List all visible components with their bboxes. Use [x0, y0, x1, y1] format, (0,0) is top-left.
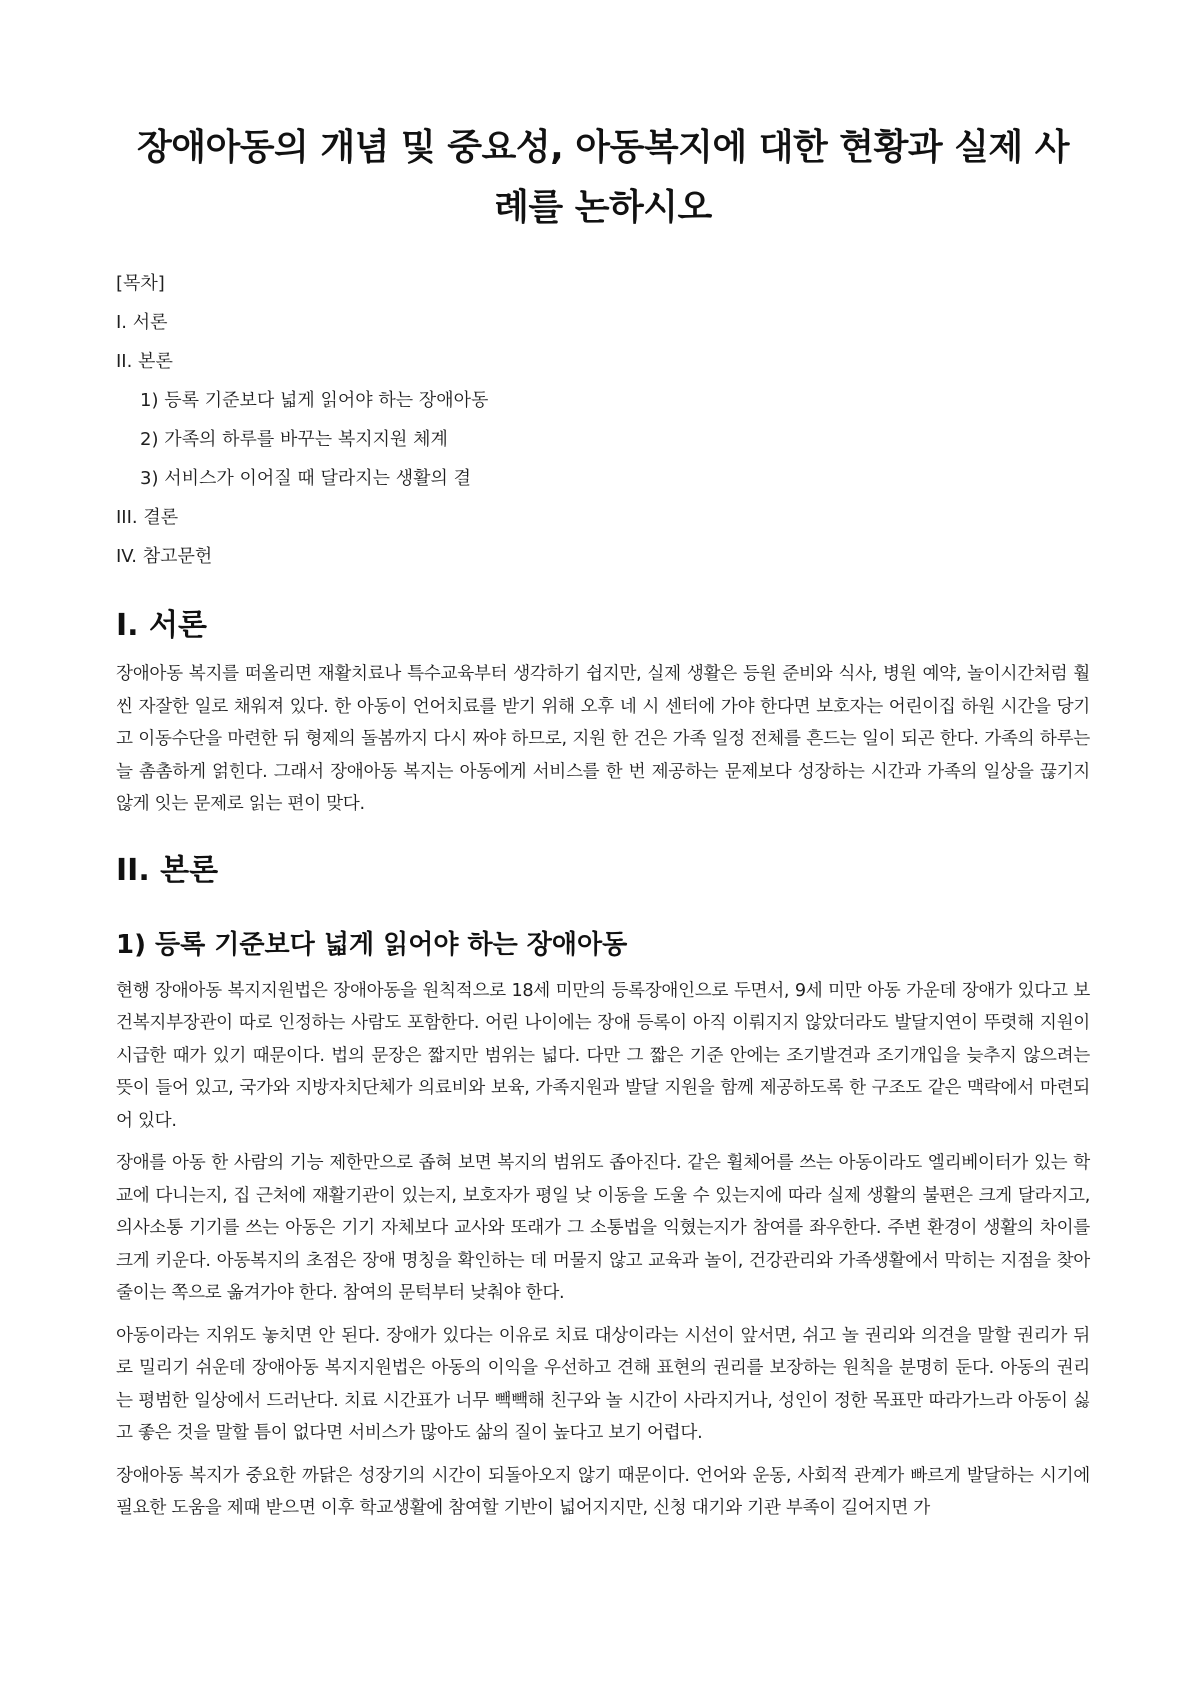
toc-item-body-2: 2) 가족의 하루를 바꾸는 복지지원 체계	[140, 429, 448, 450]
toc-item-body-3: 3) 서비스가 이어질 때 달라지는 생활의 결	[140, 468, 472, 489]
table-of-contents	[116, 264, 1090, 576]
toc-heading: [목차]	[116, 273, 165, 294]
toc-item-body-1: 1) 등록 기준보다 넓게 읽어야 하는 장애아동	[140, 390, 489, 411]
toc-item-body: II. 본론	[116, 351, 173, 372]
intro-paragraph: 장애아동 복지를 떠올리면 재활치료나 특수교육부터 생각하기 쉽지만, 실제 생활은 등원 준비와 식사, 병원 예약, 놀이시간처럼 훨씬 자잘한 일로 채워져 있다. 한 아동이 언어치료를 받기 위해 오후 네 시 센터에 가야 한다면 보호자는 어린이집 하원 시간을 당기고 이동수단을 마련한 뒤 형제의 돌봄까지 다시 짜야 하므로, 지원 한 건은 가족 일정 전체를 흔드는 일이 되곤 한다. 가족의 하루는 늘 촘촘하게 얽힌다. 그래서 장애아동 복지는 아동에게 서비스를 한 번 제공하는 문제보다 성장하는 시간과 가족의 일상을 끊기지 않게 잇는 문제로 읽는 편이 맞다.	[116, 664, 1090, 814]
section-1-paragraph-4: 장애아동 복지가 중요한 까닭은 성장기의 시간이 되돌아오지 않기 때문이다. 언어와 운동, 사회적 관계가 빠르게 발달하는 시기에 필요한 도움을 제때 받으면 이후 학교생활에 참여할 기반이 넓어지지만, 신청 대기와 기관 부족이 길어지면 가	[116, 1465, 1090, 1518]
section-1-heading: 1) 등록 기준보다 넓게 읽어야 하는 장애아동	[116, 929, 628, 960]
body-heading: II. 본론	[116, 852, 219, 888]
intro-heading: I. 서론	[116, 608, 207, 643]
document-title: 장애아동의 개념 및 중요성, 아동복지에 대한 현황과 실제 사례를 논하시오	[136, 127, 1070, 228]
section-1-paragraph-1: 현행 장애아동 복지지원법은 장애아동을 원칙적으로 18세 미만의 등록장애인으로 두면서, 9세 미만 아동 가운데 장애가 있다고 보건복지부장관이 따로 인정하는 사람도 포함한다. 어린 나이에는 장애 등록이 아직 이뤄지지 않았더라도 발달지연이 뚜렷해 지원이 시급한 때가 있기 때문이다. 법의 문장은 짧지만 범위는 넓다. 다만 그 짧은 기준 안에는 조기발견과 조기개입을 늦추지 않으려는 뜻이 들어 있고, 국가와 지방자치단체가 의료비와 보육, 가족지원과 발달 지원을 함께 제공하도록 한 구조도 같은 맥락에서 마련되어 있다.	[116, 980, 1090, 1131]
section-1-paragraph-2: 장애를 아동 한 사람의 기능 제한만으로 좁혀 보면 복지의 범위도 좁아진다. 같은 휠체어를 쓰는 아동이라도 엘리베이터가 있는 학교에 다니는지, 집 근처에 재활기관이 있는지, 보호자가 평일 낮 이동을 도울 수 있는지에 따라 실제 생활의 불편은 크게 달라지고, 의사소통 기기를 쓰는 아동은 기기 자체보다 교사와 또래가 그 소통법을 익혔는지가 참여를 좌우한다. 주변 환경이 생활의 차이를 크게 키운다. 아동복지의 초점은 장애 명칭을 확인하는 데 머물지 않고 교육과 놀이, 건강관리와 가족생활에서 막히는 지점을 찾아 줄이는 쪽으로 옮겨가야 한다. 참여의 문턱부터 낮춰야 한다.	[116, 1153, 1090, 1303]
toc-item-conclusion: III. 결론	[116, 507, 179, 528]
toc-item-references: IV. 참고문헌	[116, 546, 213, 567]
toc-item-intro: I. 서론	[116, 312, 168, 333]
section-1-paragraph-3: 아동이라는 지위도 놓치면 안 된다. 장애가 있다는 이유로 치료 대상이라는 시선이 앞서면, 쉬고 놀 권리와 의견을 말할 권리가 뒤로 밀리기 쉬운데 장애아동 복지지원법은 아동의 이익을 우선하고 견해 표현의 권리를 보장하는 원칙을 분명히 둔다. 아동의 권리는 평범한 일상에서 드러난다. 치료 시간표가 너무 빽빽해 친구와 놀 시간이 사라지거나, 성인이 정한 목표만 따라가느라 아동이 싫고 좋은 것을 말할 틈이 없다면 서비스가 많아도 삶의 질이 높다고 보기 어렵다.	[116, 1325, 1090, 1443]
